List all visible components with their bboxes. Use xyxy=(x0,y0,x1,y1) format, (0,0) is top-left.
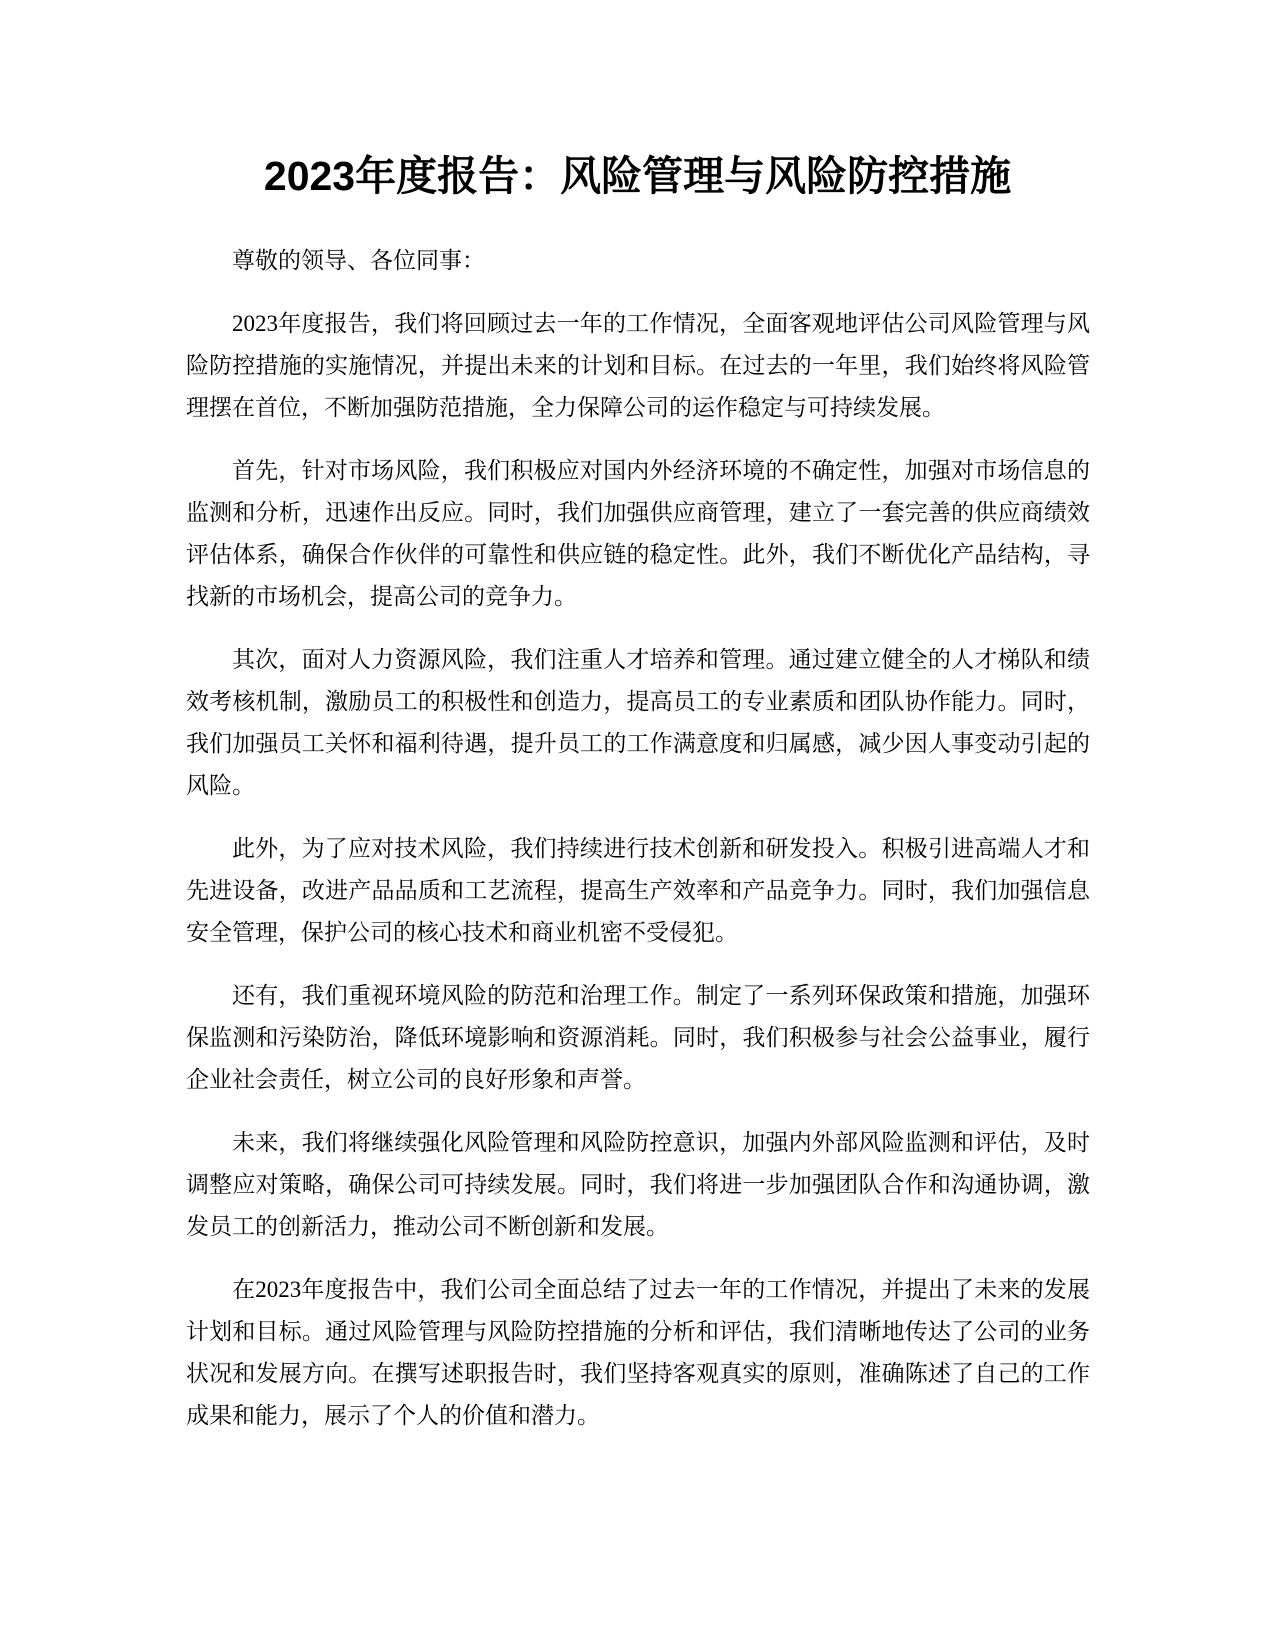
greeting: 尊敬的领导、各位同事： xyxy=(232,248,485,273)
paragraph-future: 未来，我们将继续强化风险管理和风险防控意识，加强内外部风险监测和评估，及时调整应对策略，确保公司可持续发展。同时，我们将进一步加强团队合作和沟通协调，激发员工的创新活力，推动公司不断创新和发展。 xyxy=(186,1130,1090,1239)
paragraph-hr-risk: 其次，面对人力资源风险，我们注重人才培养和管理。通过建立健全的人才梯队和绩效考核机制，激励员工的积极性和创造力，提高员工的专业素质和团队协作能力。同时，我们加强员工关怀和福利待遇，提升员工的工作满意度和归属感，减少因人事变动引起的风险。 xyxy=(186,647,1090,798)
document-body xyxy=(186,240,1090,1458)
page-title: 2023年度报告：风险管理与风险防控措施 xyxy=(263,153,1012,199)
paragraph-market-risk: 首先，针对市场风险，我们积极应对国内外经济环境的不确定性，加强对市场信息的监测和分析，迅速作出反应。同时，我们加强供应商管理，建立了一套完善的供应商绩效评估体系，确保合作伙伴的可靠性和供应链的稳定性。此外，我们不断优化产品结构，寻找新的市场机会，提高公司的竞争力。 xyxy=(186,458,1090,609)
paragraph-environment-risk: 还有，我们重视环境风险的防范和治理工作。制定了一系列环保政策和措施，加强环保监测和污染防治，降低环境影响和资源消耗。同时，我们积极参与社会公益事业，履行企业社会责任，树立公司的良好形象和声誉。 xyxy=(186,983,1090,1092)
paragraph-intro: 2023年度报告，我们将回顾过去一年的工作情况，全面客观地评估公司风险管理与风险防控措施的实施情况，并提出未来的计划和目标。在过去的一年里，我们始终将风险管理摆在首位，不断加强防范措施，全力保障公司的运作稳定与可持续发展。 xyxy=(186,311,1090,420)
paragraph-summary: 在2023年度报告中，我们公司全面总结了过去一年的工作情况，并提出了未来的发展计划和目标。通过风险管理与风险防控措施的分析和评估，我们清晰地传达了公司的业务状况和发展方向。在撰写述职报告时，我们坚持客观真实的原则，准确陈述了自己的工作成果和能力，展示了个人的价值和潜力。 xyxy=(186,1277,1090,1428)
paragraph-tech-risk: 此外，为了应对技术风险，我们持续进行技术创新和研发投入。积极引进高端人才和先进设备，改进产品品质和工艺流程，提高生产效率和产品竞争力。同时，我们加强信息安全管理，保护公司的核心技术和商业机密不受侵犯。 xyxy=(186,836,1090,945)
